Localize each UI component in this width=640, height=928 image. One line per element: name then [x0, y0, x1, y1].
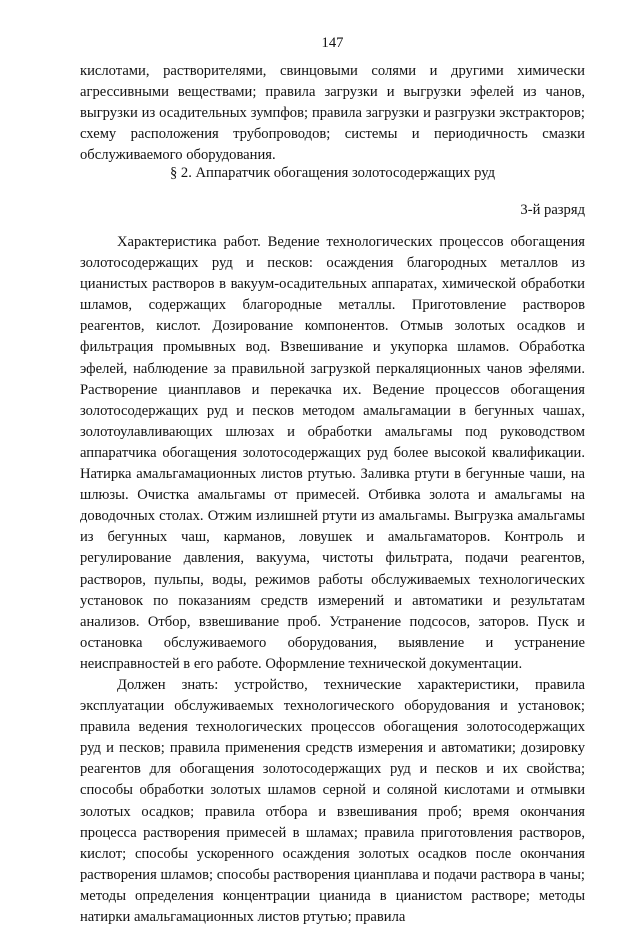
intro-paragraph: кислотами, растворителями, свинцовыми солями и другими химически агрессивными веществами; правила загрузки и выгрузки эфелей из чанов, выгрузки из осадительных зумпфов; правила загрузки и разгрузки экстракторов; схему расположения трубопроводов; системы и периодичность смазки обслуживаемого оборудования. [80, 63, 585, 164]
must-know-paragraph: Должен знать: устройство, технические характеристики, правила эксплуатации обслуживаемых технологического оборудования и установок; правила ведения технологических процессов обогащения золотосодержащих руд и песков; правила применения средств измерения и автоматики; дозировку реагентов для обогащения золотосодержащих руд и песков и их свойства; способы обработки золотых шламов серной и соляной кислотами и отмывки золотых осадков; правила отбора и взвешивания проб; время окончания процесса растворения примесей в шламах; правила приготовления растворов, кислот; способы ускоренного осаждения золотых осадков после окончания растворения шламов; способы растворения цианплава и подачи раствора в чаны; методы определения концентрации цианида в цианистом растворе; методы натирки амальгамационных листов ртутью; правила [80, 676, 585, 925]
section-title: § 2. Аппаратчик обогащения золотосодержащих руд [169, 165, 496, 181]
work-characteristics-paragraph: Характеристика работ. Ведение технологических процессов обогащения золотосодержащих руд и песков: осаждения благородных металлов из цианистых растворов в вакуум-осадительных аппаратах, химической обработки шламов, содержащих благородные металлы. Приготовление растворов реагентов, кислот. Дозирование компонентов. Отмыв золотых осадков и фильтрация промывных вод. Взвешивание и укупорка шламов. Обработка эфелей, наблюдение за правильной загрузкой перкаляционных чанов эфелями. Растворение цианплавов и перекачка их. Ведение процессов обогащения золотосодержащих руд и песков методом амальгамации в бегунных чашах, золотоулавливающих шлюзах и обработки амальгамы под руководством аппаратчика обогащения золотосодержащих руд более высокой квалификации. Натирка амальгамационных листов ртутью. Заливка ртути в бегунные чаши, на шлюзы. Очистка амальгамы от примесей. Отбивка золота и амальгамы на доводочных столах. Отжим излишней ртути из амальгамы. Выгрузка амальгамы из бегунных чаш, карманов, ловушек и амальгаматоров. Контроль и регулирование давления, вакуума, чистоты фильтрата, подачи реагентов, растворов, пульпы, воды, режимов работы обслуживаемых технологических установок по показаниям средств измерений и автоматики и результатам анализов. Отбор, взвешивание проб. Устранение подсосов, заторов. Пуск и остановка обслуживаемого оборудования, выявление и устранение неисправностей в его работе. Оформление технической документации. [80, 234, 585, 672]
page-number: 147 [321, 35, 344, 51]
grade-label: 3-й разряд [520, 202, 585, 218]
body-text [80, 232, 585, 928]
